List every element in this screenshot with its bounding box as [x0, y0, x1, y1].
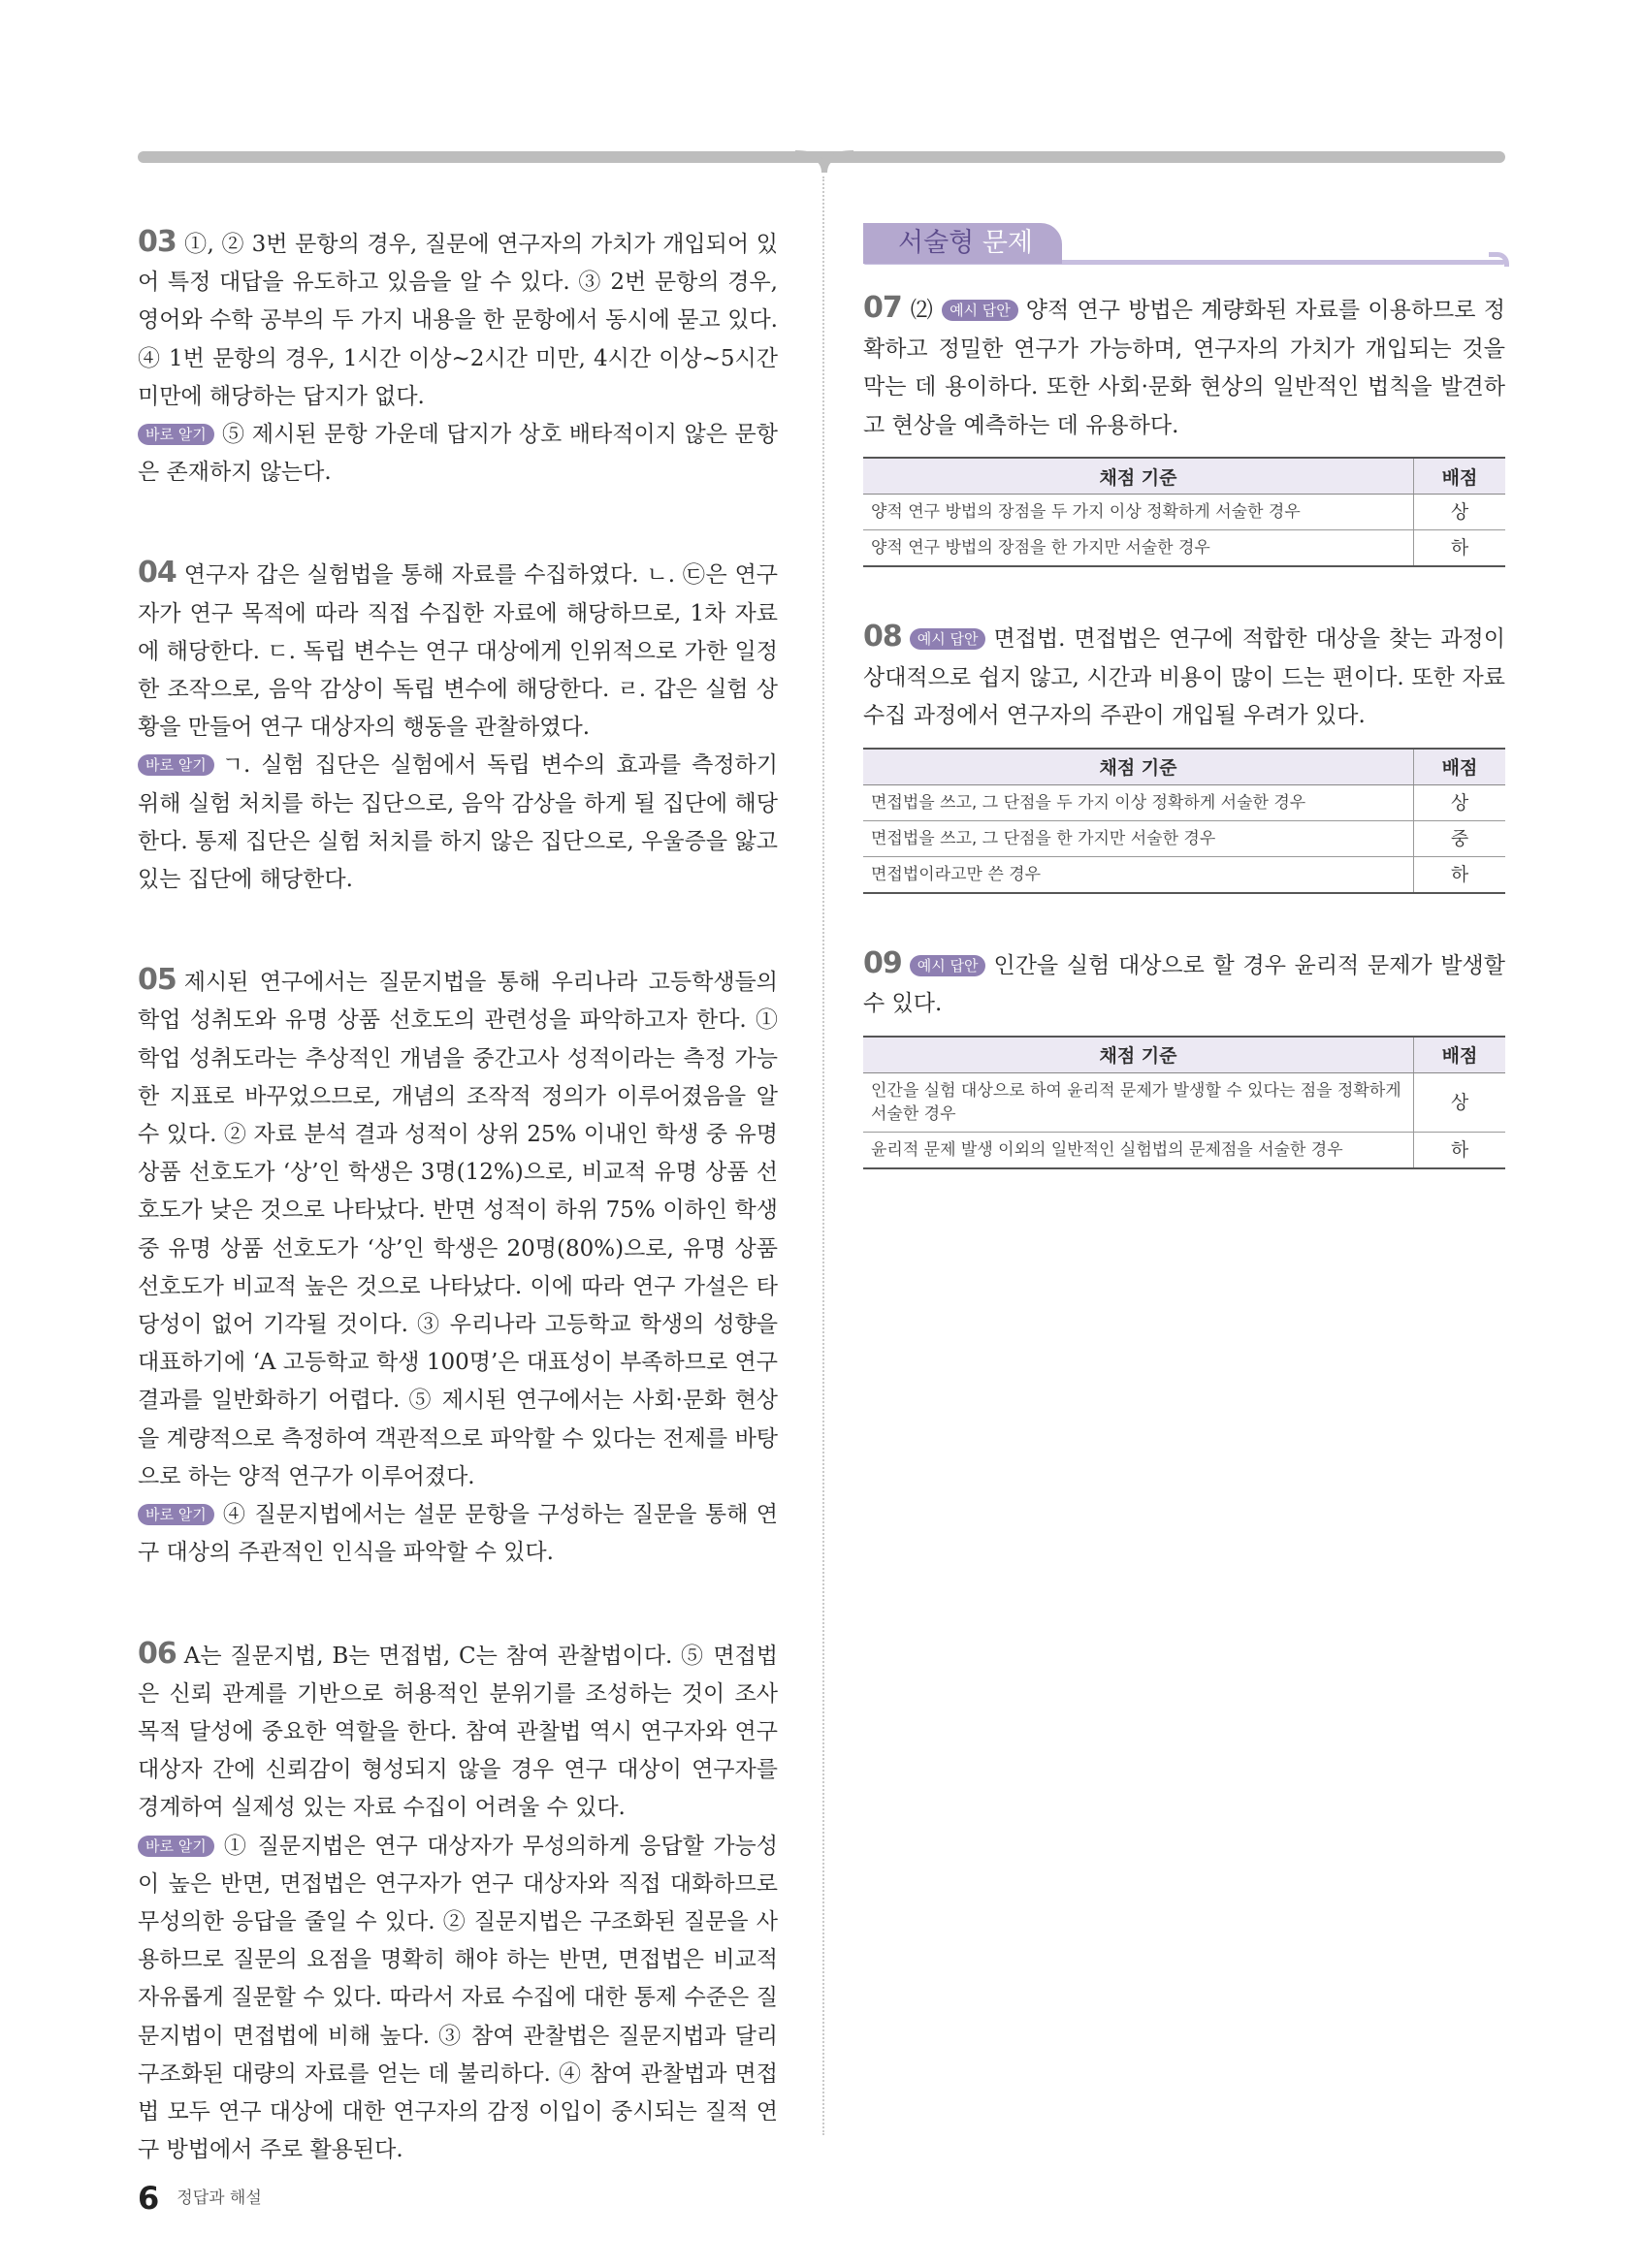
right-column: [863, 223, 1505, 1220]
question-number: 08: [863, 620, 902, 654]
section-title-a: 서술형: [898, 228, 975, 258]
sample-answer-badge: 예시 답안: [910, 628, 986, 650]
criteria-cell: 인간을 실험 대상으로 하여 윤리적 문제가 발생할 수 있다는 점을 정확하게 서술한 경우: [863, 1072, 1414, 1132]
correction-text: ④ 질문지법에서는 설문 문항을 구성하는 질문을 통해 연구 대상의 주관적인 인식을 파악할 수 있다.: [138, 1502, 778, 1566]
answer-text: A는 질문지법, B는 면접법, C는 참여 관찰법이다. ⑤ 면접법은 신뢰 관계를 기반으로 허용적인 분위기를 조성하는 것이 조사 목적 달성에 중요한 역할을 한다. 참여 관찰법 역시 연구자와 연구 대상자 간에 신뢰감이 형성되지 않을 경우 연구 대상이 연구자를 경계하여 실제성 있는 자료 수집이 어려울 수 있다.: [138, 1643, 778, 1821]
correction-text: ① 질문지법은 연구 대상자가 무성의하게 응답할 가능성이 높은 반면, 면접법은 연구자가 연구 대상자와 직접 대화하므로 무성의한 응답을 줄일 수 있다. ② 질문지법은 구조화된 질문을 사용하므로 질문의 요점을 명확히 해야 하는 반면, 면접법은 비교적 자유롭게 질문할 수 있다. 따라서 자료 수집에 대한 통제 수준은 질문지법이 면접법에 비해 높다. ③ 참여 관찰법은 질문지법과 달리 구조화된 대량의 자료를 얻는 데 불리하다. ④ 참여 관찰법과 면접법 모두 연구 대상에 대한 연구자의 감정 이입이 중시되는 질적 연구 방법에서 주로 활용된다.: [138, 1833, 778, 2163]
criteria-cell: 면접법이라고만 쓴 경우: [863, 856, 1414, 893]
question-03: [138, 223, 778, 492]
section-tab: [863, 223, 1062, 264]
answer-text: 양적 연구 방법은 계량화된 자료를 이용하므로 정확하고 정밀한 연구가 가능하며, 연구자의 가치가 개입되는 것을 막는 데 용이하다. 또한 사회·문화 현상의 일반적인 법칙을 발견하고 현상을 예측하는 데 유용하다.: [863, 298, 1506, 438]
scoring-table-09: [863, 1036, 1505, 1169]
answer-text: 면접법. 면접법은 연구에 적합한 대상을 찾는 과정이 상대적으로 쉽지 않고, 시간과 비용이 많이 드는 편이다. 또한 자료 수집 과정에서 연구자의 주관이 개입될 우려가 있다.: [863, 626, 1505, 728]
points-cell: 상: [1414, 784, 1506, 820]
sample-answer-badge: 예시 답안: [910, 955, 986, 976]
table-row: [863, 1132, 1505, 1168]
column-divider: [822, 176, 824, 2135]
question-number: 09: [863, 945, 902, 980]
question-number: 04: [138, 556, 177, 591]
page-number: 6: [138, 2180, 160, 2217]
table-row: [863, 784, 1505, 820]
correction-badge: 바로 알기: [138, 1504, 214, 1525]
criteria-cell: 양적 연구 방법의 장점을 두 가지 이상 정확하게 서술한 경우: [863, 495, 1414, 530]
question-number: 03: [138, 225, 177, 259]
answer-text: 제시된 연구에서는 질문지법을 통해 우리나라 고등학생들의 학업 성취도와 유명 상품 선호도의 관련성을 파악하고자 한다. ① 학업 성취도라는 추상적인 개념을 중간고사 성적이라는 측정 가능한 지표로 바꾸었으므로, 개념의 조작적 정의가 이루어졌음을 알 수 있다. ② 자료 분석 결과 성적이 상위 25% 이내인 학생 중 유명 상품 선호도가 ‘상’인 학생은 3명(12%)으로, 비교적 유명 상품 선호도가 낮은 것으로 나타났다. 반면 성적이 하위 75% 이하인 학생 중 유명 상품 선호도가 ‘상’인 학생은 20명(80%)으로, 유명 상품 선호도가 비교적 높은 것으로 나타났다. 이에 따라 연구 가설은 타당성이 없어 기각될 것이다. ③ 우리나라 고등학교 학생의 성향을 대표하기에 ‘A 고등학교 학생 100명’은 대표성이 부족하므로 연구 결과를 일반화하기 어렵다. ⑤ 제시된 연구에서는 사회·문화 현상을 계량적으로 측정하여 객관적으로 파악할 수 있다는 전제를 바탕으로 하는 양적 연구가 이루어졌다.: [138, 970, 778, 1489]
criteria-header: 채점 기준: [863, 1037, 1414, 1073]
footer-label: 정답과 해설: [177, 2188, 262, 2208]
scoring-table-07: [863, 457, 1505, 567]
section-title-b: 문제: [974, 228, 1033, 258]
question-08: [863, 618, 1505, 736]
question-09: [863, 944, 1505, 1024]
points-header: 배점: [1414, 749, 1506, 785]
sample-answer-badge: 예시 답안: [942, 300, 1018, 321]
table-row: [863, 495, 1505, 530]
header-notch: [795, 145, 853, 175]
correction-text: ㄱ. 실험 집단은 실험에서 독립 변수의 효과를 측정하기 위해 실험 처치를 하는 집단으로, 음악 감상을 하게 될 집단에 해당한다. 통제 집단은 실험 처치를 하지 않은 집단으로, 우울증을 앓고 있는 집단에 해당한다.: [138, 752, 778, 893]
points-header: 배점: [1414, 1037, 1506, 1073]
criteria-cell: 양적 연구 방법의 장점을 한 가지만 서술한 경우: [863, 530, 1414, 567]
table-row: [863, 856, 1505, 893]
question-07: [863, 289, 1505, 445]
criteria-cell: 윤리적 문제 발생 이외의 일반적인 실험법의 문제점을 서술한 경우: [863, 1132, 1414, 1168]
answer-text: 연구자 갑은 실험법을 통해 자료를 수집하였다. ㄴ. ㉢은 연구자가 연구 목적에 따라 직접 수집한 자료에 해당하므로, 1차 자료에 해당한다. ㄷ. 독립 변수는 연구 대상에게 인위적으로 가한 일정한 조작으로, 음악 감상이 독립 변수에 해당한다. ㄹ. 갑은 실험 상황을 만들어 연구 대상자의 행동을 관찰하였다.: [138, 562, 778, 741]
table-row: [863, 1072, 1505, 1132]
points-cell: 상: [1414, 495, 1506, 530]
question-number: 07: [863, 291, 902, 325]
answer-text: ①, ② 3번 문항의 경우, 질문에 연구자의 가치가 개입되어 있어 특정 대답을 유도하고 있음을 알 수 있다. ③ 2번 문항의 경우, 영어와 수학 공부의 두 가지 내용을 한 문항에서 동시에 묻고 있다. ④ 1번 문항의 경우, 1시간 이상~2시간 미만, 4시간 이상~5시간 미만에 해당하는 답지가 없다.: [138, 232, 778, 409]
correction-badge: 바로 알기: [138, 1836, 214, 1857]
points-cell: 하: [1414, 530, 1506, 567]
criteria-cell: 면접법을 쓰고, 그 단점을 두 가지 이상 정확하게 서술한 경우: [863, 784, 1414, 820]
correction-badge: 바로 알기: [138, 754, 214, 776]
scoring-table-08: [863, 748, 1505, 894]
question-05: [138, 961, 778, 1572]
left-column: [138, 223, 778, 2231]
points-cell: 중: [1414, 820, 1506, 856]
points-header: 배점: [1414, 458, 1506, 495]
criteria-cell: 면접법을 쓰고, 그 단점을 한 가지만 서술한 경우: [863, 820, 1414, 856]
question-04: [138, 554, 778, 899]
criteria-header: 채점 기준: [863, 749, 1414, 785]
correction-badge: 바로 알기: [138, 424, 214, 445]
points-cell: 상: [1414, 1072, 1506, 1132]
correction-text: ⑤ 제시된 문항 가운데 답지가 상호 배타적이지 않은 문항은 존재하지 않는다.: [138, 422, 778, 486]
answer-text: 인간을 실험 대상으로 할 경우 윤리적 문제가 발생할 수 있다.: [863, 952, 1505, 1016]
question-06: [138, 1635, 778, 2170]
table-row: [863, 820, 1505, 856]
table-row: [863, 530, 1505, 567]
question-number: 05: [138, 963, 177, 998]
question-number: 06: [138, 1636, 177, 1671]
criteria-header: 채점 기준: [863, 458, 1414, 495]
section-header: [863, 223, 1505, 268]
page-footer: [138, 2180, 262, 2217]
sub-number: ⑵: [909, 298, 934, 323]
points-cell: 하: [1414, 1132, 1506, 1168]
points-cell: 하: [1414, 856, 1506, 893]
